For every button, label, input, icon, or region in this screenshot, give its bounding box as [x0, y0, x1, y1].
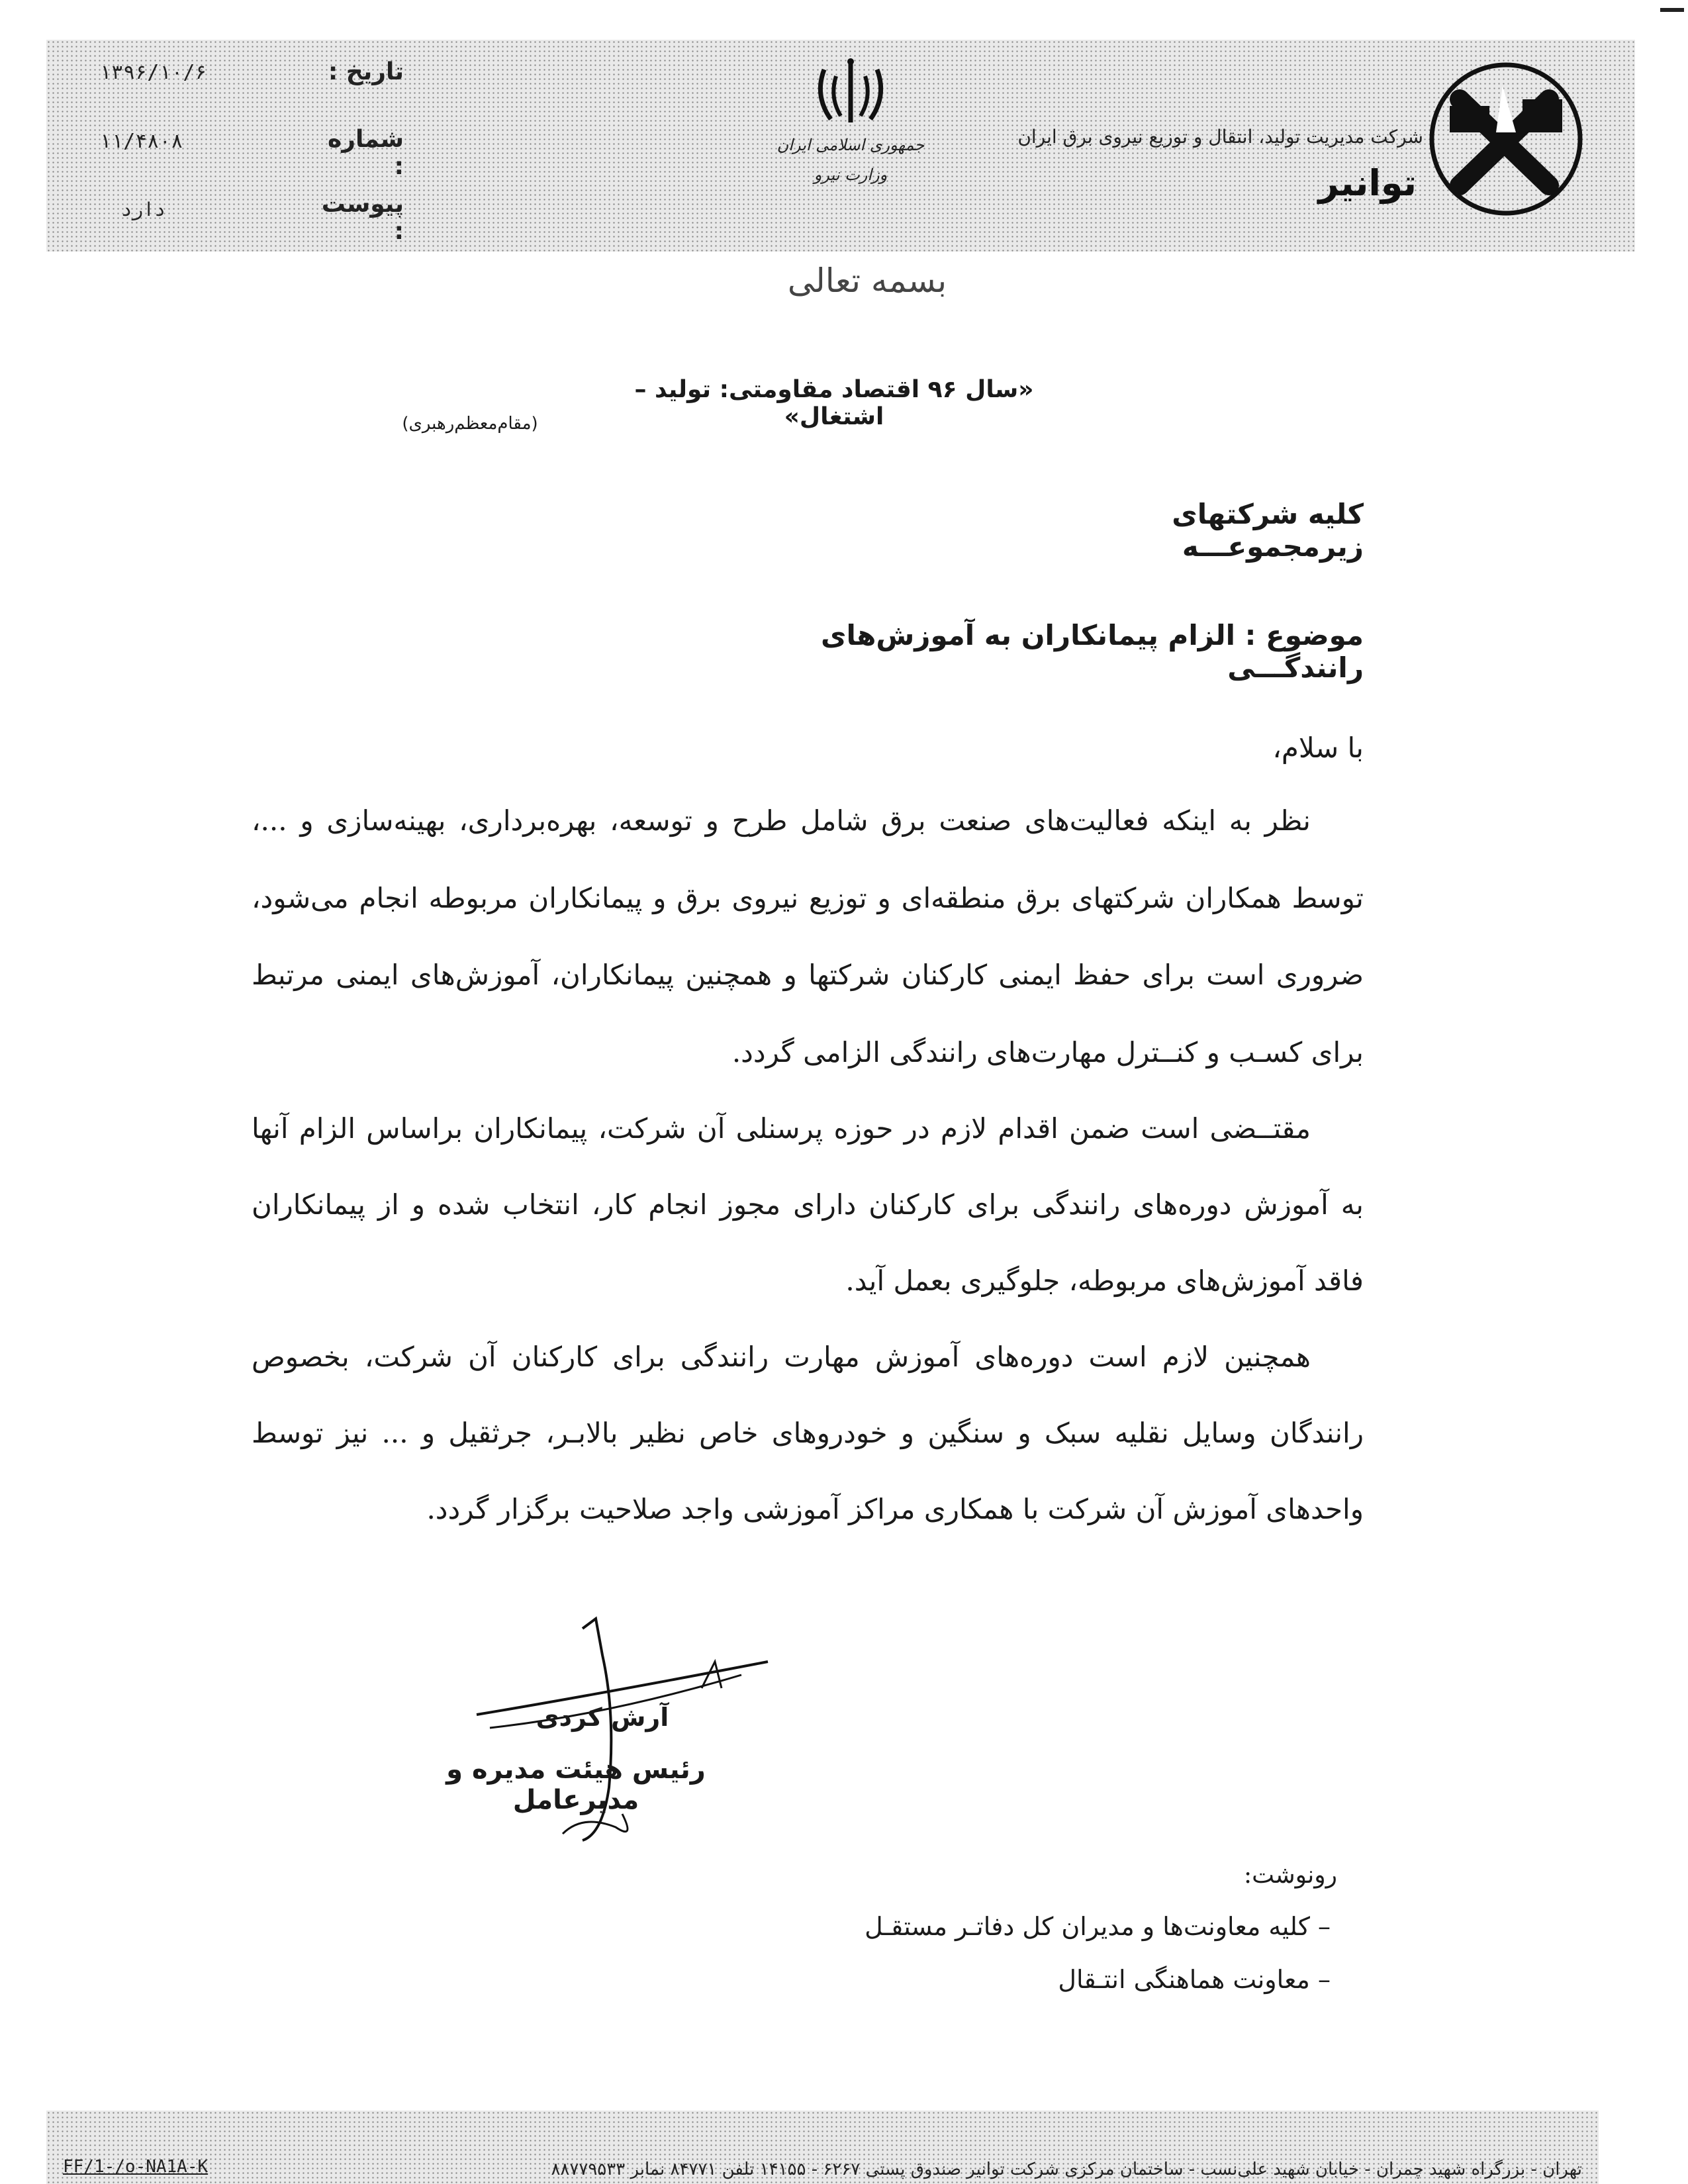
recipient: کلیه شرکتهای زیرمجموعـــه	[1172, 498, 1364, 563]
cc-item: – کلیه معاونت‌ها و مدیران کل دفاتـر مستقـل	[865, 1912, 1331, 1941]
scan-edge-mark	[1660, 8, 1684, 12]
handwritten-signature	[463, 1615, 781, 1854]
iran-emblem-icon	[811, 56, 890, 132]
attachment-value: دارد	[120, 199, 165, 220]
slogan-source: (مقام‌معظم‌رهبری)	[402, 414, 538, 434]
emblem-caption-ministry: وزارت نیرو	[814, 166, 888, 184]
body-paragraph3-line2: رانندگان وسایل نقلیه سبک و سنگین و خودروهای خاص نظیر بالابـر، جرثقیل و ... نیز توسط	[252, 1417, 1364, 1449]
body-paragraph1-line2: توسط همکاران شرکتهای برق منطقه‌ای و توزیع نیروی برق و پیمانکاران مربوطه انجام می‌شود،	[252, 882, 1364, 914]
footer-reference-code: FF/1-/o-NA1A-K	[63, 2157, 209, 2177]
tavanir-logo-icon	[1423, 60, 1589, 218]
body-paragraph1-line4: برای کسـب و کنــترل مهارت‌های رانندگی الزامی گردد.	[731, 1036, 1364, 1068]
signatory-name: آرش کردی	[536, 1703, 669, 1732]
subject-line: موضوع : الزام پیمانکاران به آموزش‌های رانندگـــی	[820, 619, 1364, 684]
company-name: توانیر	[1318, 162, 1417, 204]
body-paragraph2-line2: به آموزش دوره‌های رانندگی برای کارکنان دارای مجوز انجام کار، انتخاب شده و از پیمانکاران	[252, 1188, 1364, 1221]
body-paragraph3-line3: واحدهای آموزش آن شرکت با همکاری مراکز آموزشی واجد صلاحیت برگزار گردد.	[426, 1493, 1364, 1525]
footer-address: تهران - بزرگراه شهید چمران - خیابان شهید علی‌نسب - ساختمان مرکزی شرکت توانیر صندوق پستی ۶۲۶۷ - ۱۴۱۵۵ تلفن ۸۴۷۷۱ نمابر ۸۸۷۷۹۵۳۳	[551, 2160, 1582, 2179]
company-subtitle: شرکت مدیریت تولید، انتقال و توزیع نیروی برق ایران	[1017, 126, 1423, 148]
number-value: ۱۱/۴۸۰۸	[99, 130, 183, 153]
date-label: تاریخ :	[328, 58, 404, 85]
cc-item: – معاونت هماهنگی انتـقال	[1058, 1965, 1331, 1994]
signatory-title: رئیس هیئت مدیره و مدیرعامل	[446, 1754, 706, 1815]
body-paragraph1-line1: نظر به اینکه فعالیت‌های صنعت برق شامل طرح و توسعه، بهره‌برداری، بهینه‌سازی و ...،	[252, 804, 1311, 837]
body-paragraph2-line3: فاقد آموزش‌های مربوطه، جلوگیری بعمل آید.	[845, 1264, 1364, 1297]
body-paragraph1-line3: ضروری است برای حفظ ایمنی کارکنان شرکتها و همچنین پیمانکاران، آموزش‌های ایمنی مرتبط	[252, 959, 1364, 991]
cc-heading: رونوشت:	[1243, 1862, 1337, 1889]
slogan: «سال ۹۶ اقتصاد مقاومتی: تولید – اشتغال»	[634, 376, 1034, 430]
body-paragraph3-line1: همچنین لازم است دوره‌های آموزش مهارت رانندگی برای کارکنان آن شرکت، بخصوص	[252, 1341, 1311, 1373]
invocation: بسمه تعالی	[787, 261, 947, 300]
greeting: با سلام،	[1272, 732, 1364, 764]
emblem-caption-country: جمهوری اسلامی ایران	[776, 136, 925, 154]
body-paragraph2-line1: مقتــضی است ضمن اقدام لازم در حوزه پرسنلی آن شرکت، پیمانکاران براساس الزام آنها	[252, 1112, 1311, 1145]
attachment-label: پیوست :	[321, 191, 404, 245]
date-value: ۱۳۹۶/۱۰/۶	[99, 61, 207, 84]
number-label: شماره :	[327, 126, 404, 180]
